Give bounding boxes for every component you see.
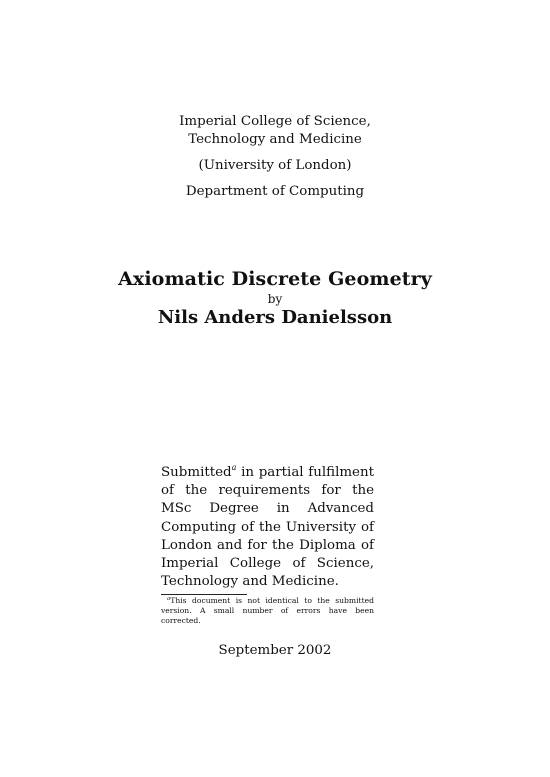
department-line: Department of Computing: [185, 184, 365, 199]
institution-block: [0, 113, 550, 201]
submission-statement: [161, 464, 374, 591]
university-line: (University of London): [198, 158, 352, 173]
footnote-text: This document is not identical to the submitted version. A small number of errors have been corrected.: [161, 596, 374, 626]
institution-name-line-2: Technology and Medicine: [188, 132, 362, 147]
institution-name-line-1: Imperial College of Science,: [179, 114, 371, 129]
spacer: [0, 149, 550, 157]
footnote-rule: [161, 594, 247, 595]
by-label: by: [267, 292, 283, 306]
footnote: [161, 596, 374, 626]
footnote-reference-marker: a: [231, 463, 237, 472]
submission-date: September 2002: [218, 643, 332, 658]
submission-statement-block: [161, 464, 374, 626]
thesis-title: Axiomatic Discrete Geometry: [118, 268, 432, 290]
author-name: Nils Anders Danielsson: [157, 307, 393, 328]
submitted-word: Submitted: [161, 465, 232, 480]
submission-text: in partial fulfilment of the requirements for the MSc Degree in Advanced Computing of the University of London and for the Diploma of Imperial College of Science, Technology and Medicine.: [161, 465, 374, 590]
spacer: [0, 175, 550, 183]
footnote-marker: a: [167, 596, 171, 603]
